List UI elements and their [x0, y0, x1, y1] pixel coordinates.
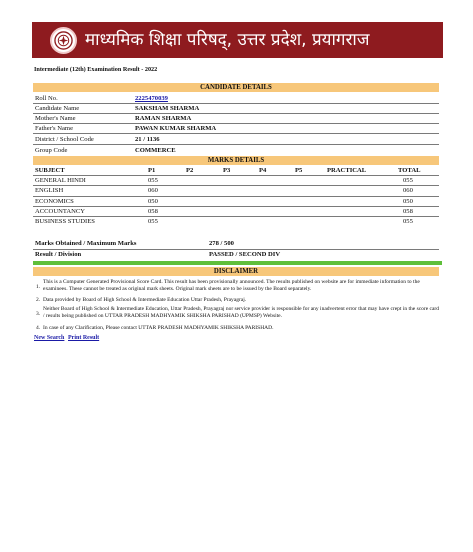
col-header-practical: PRACTICAL — [327, 167, 367, 174]
divider — [33, 103, 439, 104]
col-header-p4: P4 — [259, 167, 267, 174]
col-header-p1: P1 — [148, 167, 156, 174]
disclaimer-text: This is a Computer Generated Provisional Score Card. This result has been provisionally announced. The results published on website are for immediate information to the examinees. These cannot be treated as original mark sheets. Original mark sheets are to be issued by the Board separately. — [43, 279, 420, 292]
father-name: PAWAN KUMAR SHARMA — [135, 125, 217, 132]
divider — [33, 123, 439, 124]
p1-mark: 058 — [148, 208, 158, 215]
candidate-name: SAKSHAM SHARMA — [135, 105, 200, 112]
total-mark: 055 — [403, 177, 413, 184]
p1-mark: 050 — [148, 198, 158, 205]
total-mark: 058 — [403, 208, 413, 215]
field-label: Roll No. — [35, 95, 58, 102]
field-label: District / School Code — [35, 136, 94, 143]
disclaimer-text: Neither Board of High School & Intermediate Education, Uttar Pradesh, Prayagraj nor service provider is responsible for any inadvertent error that may have crept in the score card / results being published on UTTAR PRADESH MADHYAMIK SHIKSHA PARISHAD (UPMSP) Website. — [43, 306, 440, 319]
new-search-link[interactable]: New Search — [34, 335, 65, 341]
disclaimer-number: 4. — [36, 325, 41, 331]
col-header-total: TOTAL — [398, 167, 421, 174]
p1-mark: 060 — [148, 187, 158, 194]
field-label: Mother's Name — [35, 115, 76, 122]
group-code: COMMERCE — [135, 147, 176, 154]
divider — [33, 144, 439, 145]
total-mark: 060 — [403, 187, 413, 194]
mother-name: RAMAN SHARMA — [135, 115, 192, 122]
subject-name: ECONOMICS — [35, 198, 74, 205]
marks-obtained-value: 278 / 500 — [209, 240, 234, 247]
emblem-graphic — [54, 31, 73, 50]
divider — [33, 185, 439, 186]
disclaimer-text: In case of any Clarification, Please contact UTTAR PRADESH MADHYAMIK SHIKSHA PARISHAD. — [43, 325, 274, 331]
result-division-label: Result / Division — [35, 251, 82, 258]
p1-mark: 055 — [148, 177, 158, 184]
divider — [33, 196, 439, 197]
exam-title: Intermediate (12th) Examination Result - 2022 — [34, 66, 158, 73]
divider — [33, 206, 439, 207]
total-mark: 050 — [403, 198, 413, 205]
total-mark: 055 — [403, 218, 413, 225]
marks-details-band: MARKS DETAILS — [33, 156, 439, 165]
up-board-emblem-icon — [50, 27, 77, 54]
divider — [33, 133, 439, 134]
result-division-value: PASSED / SECOND DIV — [209, 251, 281, 258]
board-title: माध्यमिक शिक्षा परिषद्, उत्तर प्रदेश, प्रयागराज — [85, 29, 370, 50]
disclaimer-text: Data provided by Board of High School & Intermediate Education Uttar Pradesh, Prayagraj. — [43, 297, 247, 303]
p1-mark: 055 — [148, 218, 158, 225]
field-label: Father's Name — [35, 125, 73, 132]
col-header-p3: P3 — [223, 167, 231, 174]
result-separator-bar — [33, 261, 442, 265]
subject-name: ACCOUNTANCY — [35, 208, 86, 215]
subject-name: ENGLISH — [35, 187, 64, 194]
disclaimer-number: 3. — [36, 311, 41, 317]
col-header-p2: P2 — [186, 167, 194, 174]
marks-obtained-label: Marks Obtained / Maximum Marks — [35, 240, 137, 247]
candidate-details-band: CANDIDATE DETAILS — [33, 83, 439, 92]
divider — [33, 175, 439, 176]
subject-name: GENERAL HINDI — [35, 177, 86, 184]
col-header-p5: P5 — [295, 167, 303, 174]
field-label: Group Code — [35, 147, 68, 154]
field-label: Candidate Name — [35, 105, 80, 112]
disclaimer-number: 1. — [36, 284, 41, 290]
district-school-code: 21 / 1136 — [135, 136, 160, 143]
disclaimer-number: 2. — [36, 297, 41, 303]
divider — [33, 113, 439, 114]
subject-name: BUSINESS STUDIES — [35, 218, 95, 225]
disclaimer-band: DISCLAIMER — [33, 267, 439, 276]
col-header-subject: SUBJECT — [35, 167, 65, 174]
header-banner — [32, 22, 443, 58]
print-result-link[interactable]: Print Result — [68, 335, 100, 341]
roll-number: 2225470039 — [135, 95, 168, 102]
